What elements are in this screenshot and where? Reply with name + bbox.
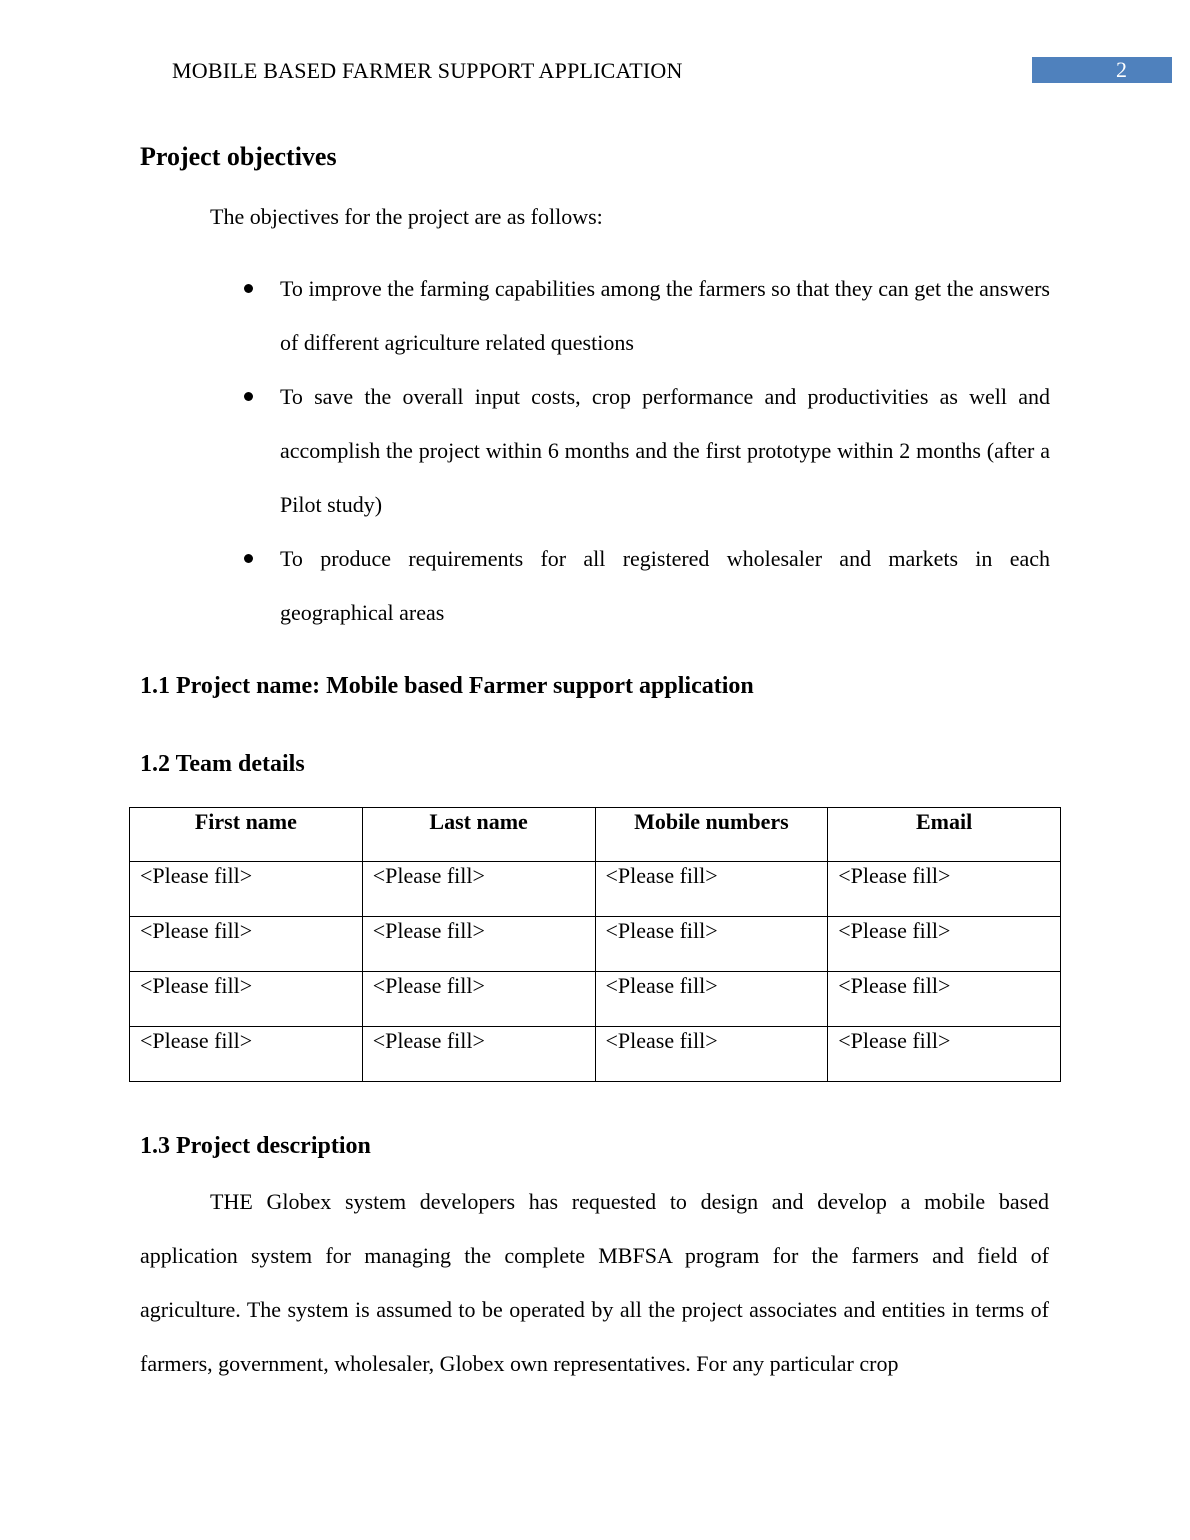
bullet-icon bbox=[244, 284, 253, 293]
table-cell: <Please fill> bbox=[362, 862, 595, 917]
project-description-body: THE Globex system developers has requested to design and develop a mobile based application system for managing the complete MBFSA program for the farmers and field of agriculture. The system is assumed to be operated by all the project associates and entities in terms of farmers, government, wholesaler, Globex own representatives. For any particular crop bbox=[140, 1189, 1049, 1376]
project-description-heading: 1.3 Project description bbox=[140, 1133, 371, 1159]
page-number-box bbox=[1032, 57, 1172, 83]
column-header-mobile-numbers: Mobile numbers bbox=[595, 808, 828, 862]
table-cell: <Please fill> bbox=[828, 862, 1061, 917]
table-row bbox=[130, 862, 1061, 917]
table-cell: <Please fill> bbox=[362, 917, 595, 972]
objective-item bbox=[240, 532, 1050, 640]
objectives-list bbox=[240, 262, 1050, 640]
column-header-last-name: Last name bbox=[362, 808, 595, 862]
objectives-intro: The objectives for the project are as follows: bbox=[210, 204, 603, 229]
table-cell: <Please fill> bbox=[130, 862, 363, 917]
team-details-table bbox=[129, 807, 1061, 1082]
project-name-heading: 1.1 Project name: Mobile based Farmer support application bbox=[140, 673, 754, 699]
table-cell: <Please fill> bbox=[828, 917, 1061, 972]
table-row bbox=[130, 1027, 1061, 1082]
page-number: 2 bbox=[1116, 57, 1127, 82]
table-cell: <Please fill> bbox=[130, 1027, 363, 1082]
running-header-title: MOBILE BASED FARMER SUPPORT APPLICATION bbox=[172, 58, 683, 83]
table-cell: <Please fill> bbox=[828, 1027, 1061, 1082]
table-cell: <Please fill> bbox=[595, 1027, 828, 1082]
column-header-email: Email bbox=[828, 808, 1061, 862]
column-header-first-name: First name bbox=[130, 808, 363, 862]
table-row bbox=[130, 917, 1061, 972]
table-cell: <Please fill> bbox=[595, 917, 828, 972]
objective-item bbox=[240, 370, 1050, 532]
table-cell: <Please fill> bbox=[362, 972, 595, 1027]
table-cell: <Please fill> bbox=[362, 1027, 595, 1082]
table-header-row bbox=[130, 808, 1061, 862]
table-cell: <Please fill> bbox=[130, 972, 363, 1027]
table-cell: <Please fill> bbox=[130, 917, 363, 972]
objectives-heading: Project objectives bbox=[140, 142, 337, 171]
bullet-icon bbox=[244, 554, 253, 563]
table-cell: <Please fill> bbox=[595, 862, 828, 917]
objective-text: To improve the farming capabilities among the farmers so that they can get the answers of different agriculture related questions bbox=[280, 276, 1050, 355]
table-row bbox=[130, 972, 1061, 1027]
table-cell: <Please fill> bbox=[595, 972, 828, 1027]
table-cell: <Please fill> bbox=[828, 972, 1061, 1027]
bullet-icon bbox=[244, 392, 253, 401]
team-details-heading: 1.2 Team details bbox=[140, 751, 305, 777]
objective-text: To produce requirements for all registered wholesaler and markets in each geographical areas bbox=[280, 546, 1050, 625]
objective-item bbox=[240, 262, 1050, 370]
objective-text: To save the overall input costs, crop performance and productivities as well and accomplish the project within 6 months and the first prototype within 2 months (after a Pilot study) bbox=[280, 384, 1050, 517]
